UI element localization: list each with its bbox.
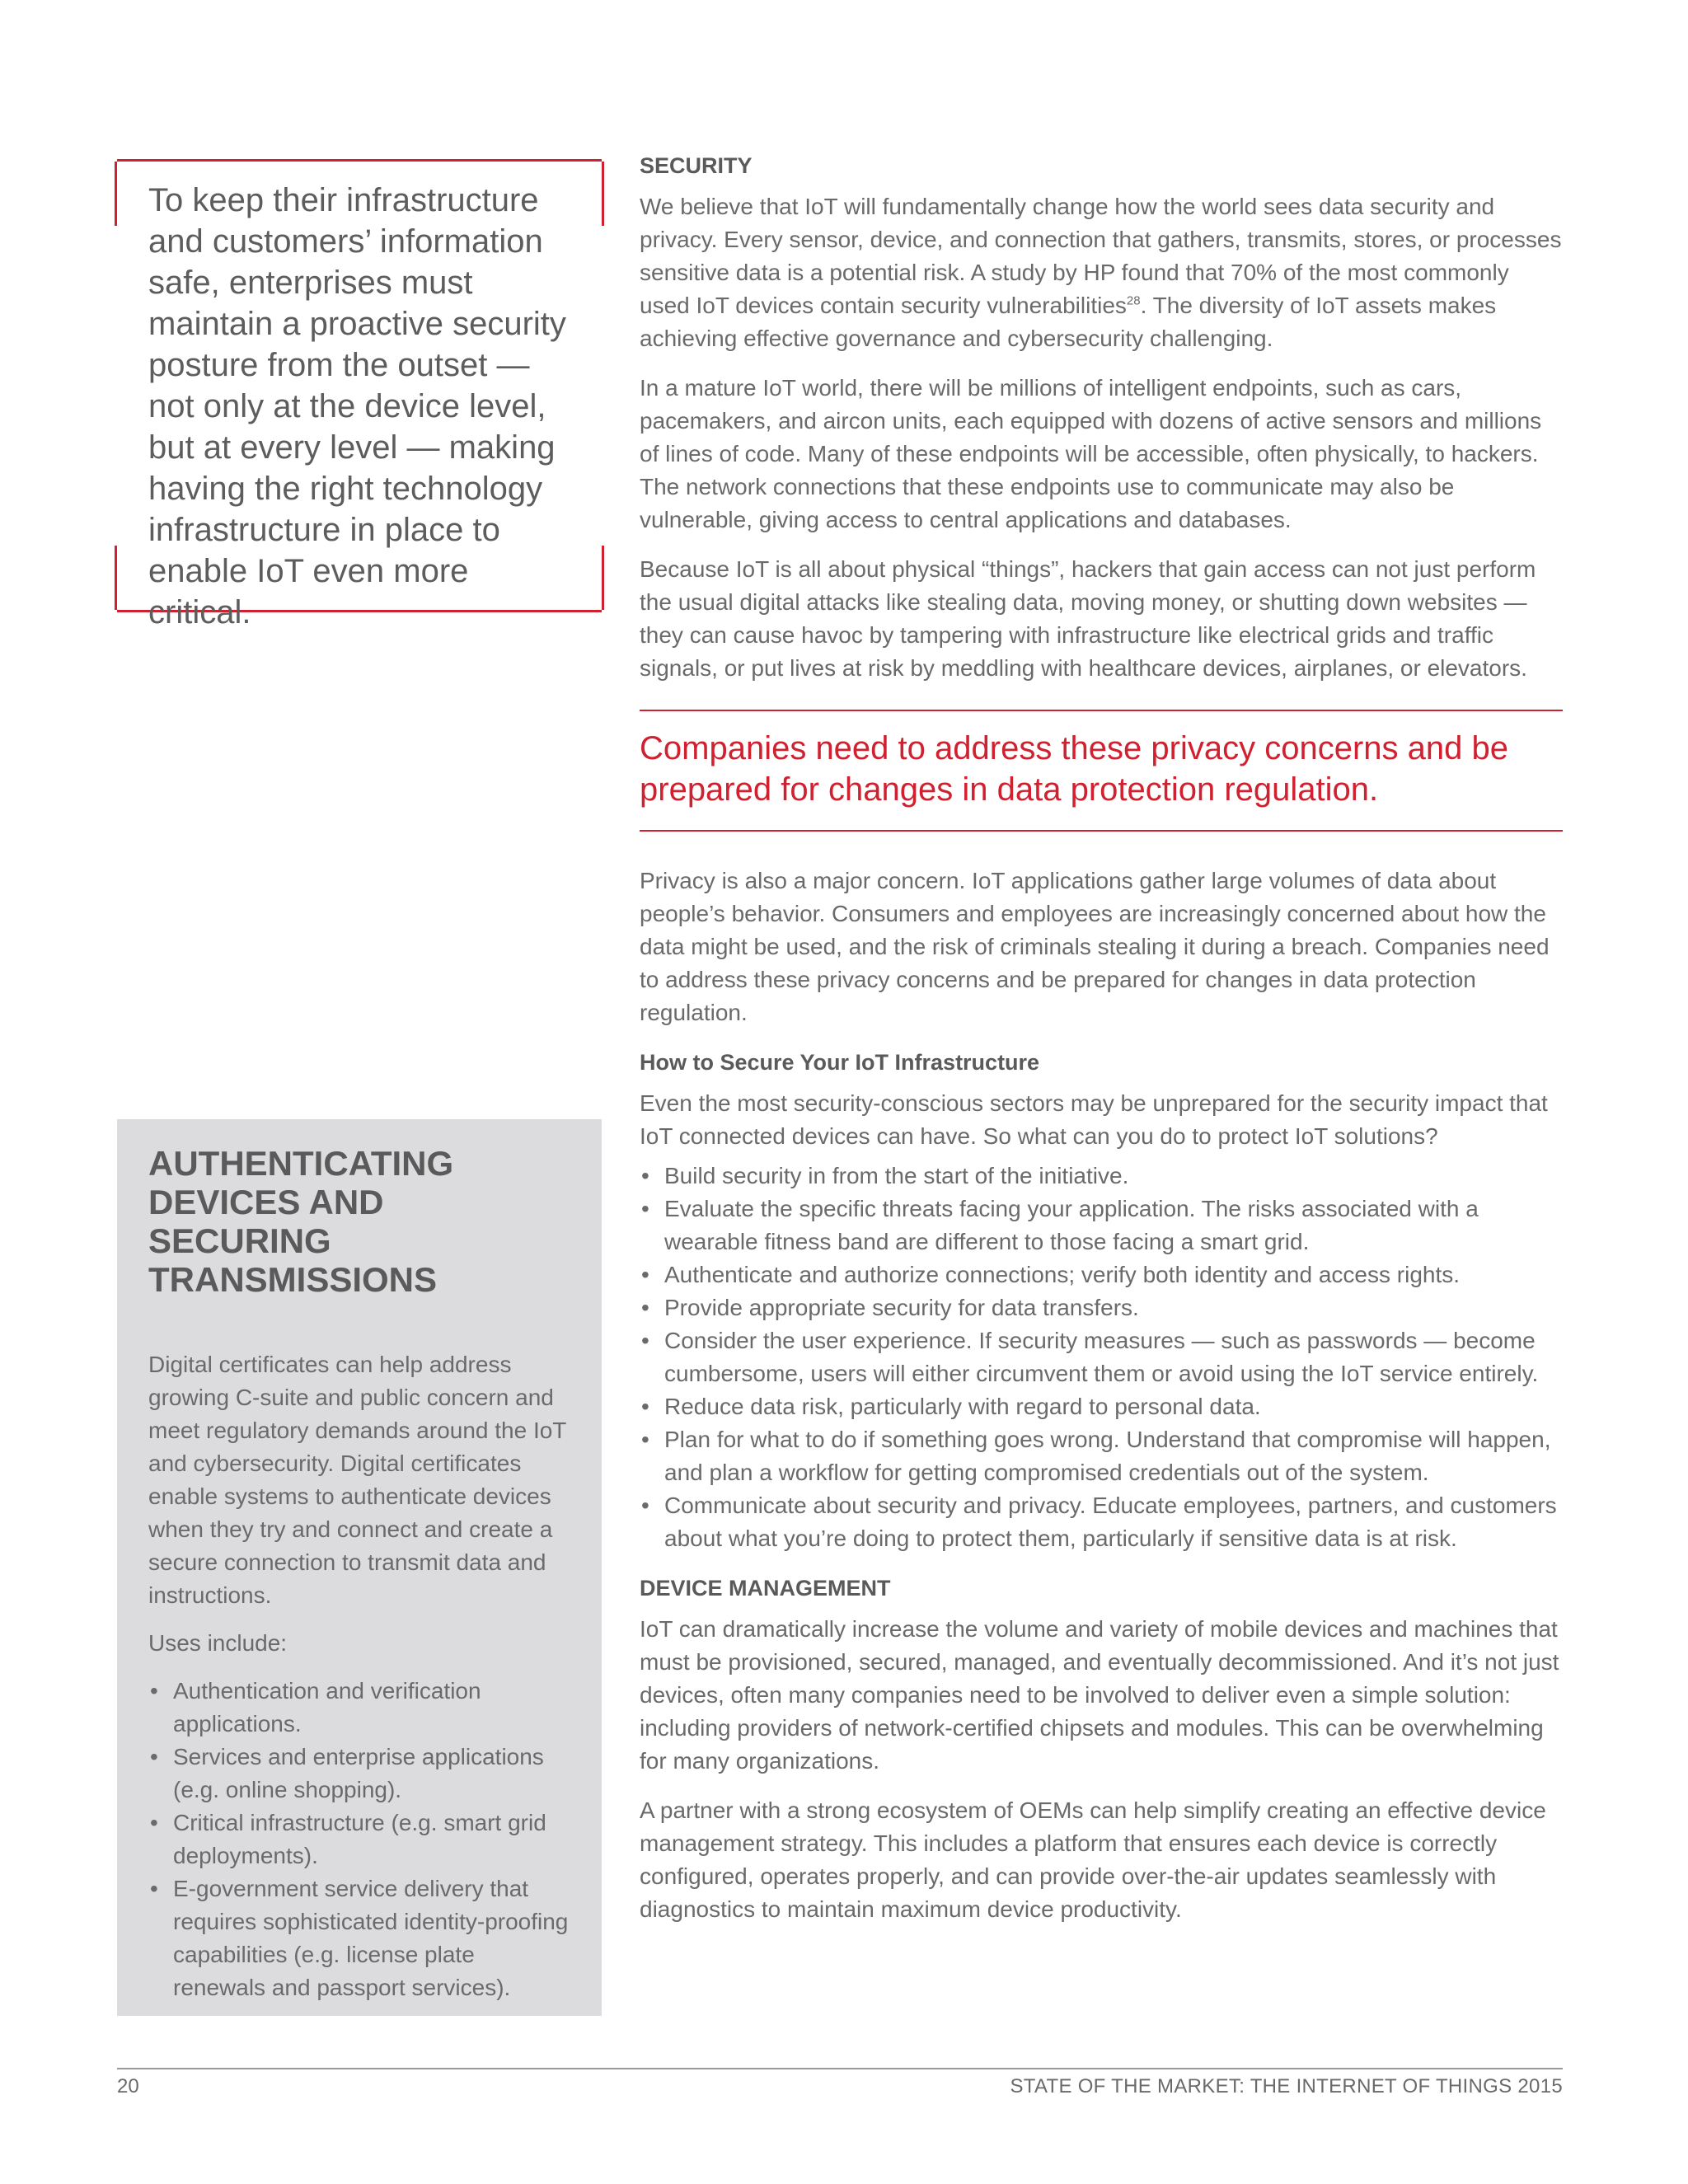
callout-text: Companies need to address these privacy concerns and be prepared for changes in data protection regulation. <box>640 730 1508 808</box>
list-item: • Reduce data risk, particularly with regard to personal data. <box>640 1390 1563 1423</box>
page-number: 20 <box>117 2075 139 2097</box>
pull-quote-bracket <box>115 546 117 610</box>
list-item: • E-government service delivery that requires sophisticated identity-proofing capabilities (e.g. license plate renewals and passport services). <box>148 1872 572 2004</box>
security-paragraph-2: In a mature IoT world, there will be millions of intelligent endpoints, such as cars, pacemakers, and aircon units, each equipped with dozens of active sensors and millions of lines of code. Many of these endpoints will be accessible, often physically, to hackers. The network connections that these endpoints use to communicate may also be vulnerable, giving access to central applications and databases. <box>640 375 1542 532</box>
list-item: • Plan for what to do if something goes wrong. Understand that compromise will happen, and plan a workflow for getting compromised credentials out of the system. <box>640 1423 1563 1489</box>
list-item: • Consider the user experience. If security measures — such as passwords — become cumbersome, users will either circumvent them or avoid using the IoT service entirely. <box>640 1324 1563 1390</box>
callout-box <box>640 710 1563 832</box>
list-item: • Authenticate and authorize connections; verify both identity and access rights. <box>640 1258 1563 1291</box>
sidebar-title: AUTHENTICATING DEVICES AND SECURING TRANSMISSIONS <box>148 1144 454 1299</box>
sidebar-body: Digital certificates can help address growing C-suite and public concern and meet regulatory demands around the IoT and cybersecurity. Digital certificates enable systems to authenticate devices when they try and connect and create a secure connection to transmit data and instructions. <box>148 1352 566 1608</box>
howto-heading: How to Secure Your IoT Infrastructure <box>640 1050 1040 1075</box>
sidebar-uses-list <box>148 1675 572 2004</box>
list-item: • Authentication and verification applications. <box>148 1675 572 1741</box>
howto-list <box>640 1160 1563 1555</box>
device-management-paragraph-1: IoT can dramatically increase the volume and variety of mobile devices and machines that must be provisioned, secured, managed, and eventually decommissioned. And it’s not just devices, often many companies need to be involved to deliver even a simple solution: including providers of network-certified chipsets and modules. This can be overwhelming for many organizations. <box>640 1616 1559 1774</box>
list-item: • Services and enterprise applications (e.g. online shopping). <box>148 1741 572 1807</box>
footer-rule <box>117 2068 1563 2069</box>
security-paragraph-1 <box>640 190 1563 355</box>
text-run: We believe that IoT will fundamentally change how the world sees data security and privacy. Every sensor, device, and connection that gathers, transmits, stores, or processes sensitive data is a potential risk. A study by HP found that 70% of the most commonly used IoT devices contain security vulnerabilities <box>640 194 1562 318</box>
security-heading: SECURITY <box>640 153 753 178</box>
list-item: • Build security in from the start of the initiative. <box>640 1160 1563 1193</box>
sidebar-box <box>117 1119 602 2016</box>
main-column <box>640 149 1563 1943</box>
footer-title: STATE OF THE MARKET: THE INTERNET OF THINGS 2015 <box>1010 2075 1563 2097</box>
pull-quote-bracket <box>602 546 604 610</box>
device-management-heading: DEVICE MANAGEMENT <box>640 1576 891 1601</box>
footnote-ref: 28 <box>1126 293 1141 308</box>
pull-quote-bracket <box>115 162 117 226</box>
list-item: • Communicate about security and privacy. Educate employees, partners, and customers about what you’re doing to protect them, particularly if sensitive data is at risk. <box>640 1489 1563 1555</box>
text-run: . The diversity of IoT assets makes achieving effective governance and cybersecurity challenging. <box>640 293 1497 351</box>
device-management-paragraph-2: A partner with a strong ecosystem of OEMs can help simplify creating an effective device management strategy. This includes a platform that ensures each device is correctly configured, operates properly, and can provide over-the-air updates seamlessly with diagnostics to maintain maximum device productivity. <box>640 1797 1546 1922</box>
privacy-paragraph: Privacy is also a major concern. IoT applications gather large volumes of data about people’s behavior. Consumers and employees are increasingly concerned about how the data might be used, and the risk of criminals stealing it during a breach. Companies need to address these privacy concerns and be prepared for changes in data protection regulation. <box>640 868 1550 1025</box>
security-paragraph-3: Because IoT is all about physical “things”, hackers that gain access can not just perform the usual digital attacks like stealing data, moving money, or shutting down websites — they can cause havoc by tampering with infrastructure like electrical grids and traffic signals, or put lives at risk by meddling with healthcare devices, airplanes, or elevators. <box>640 556 1536 681</box>
sidebar-uses-label: Uses include: <box>148 1630 288 1656</box>
howto-intro: Even the most security-conscious sectors may be unprepared for the security impact that IoT connected devices can have. So what can you do to protect IoT solutions? <box>640 1090 1548 1149</box>
list-item: • Evaluate the specific threats facing your application. The risks associated with a wearable fitness band are different to those facing a smart grid. <box>640 1193 1563 1258</box>
pull-quote-bracket <box>602 162 604 226</box>
list-item: • Critical infrastructure (e.g. smart grid deployments). <box>148 1807 572 1872</box>
pull-quote <box>117 159 602 630</box>
pull-quote-text: To keep their infrastructure and customers’ information safe, enterprises must maintain a proactive security posture from the outset — not only at the device level, but at every level — making having the right technology infrastructure in place to enable IoT even more critical. <box>148 182 566 630</box>
list-item: • Provide appropriate security for data transfers. <box>640 1291 1563 1324</box>
